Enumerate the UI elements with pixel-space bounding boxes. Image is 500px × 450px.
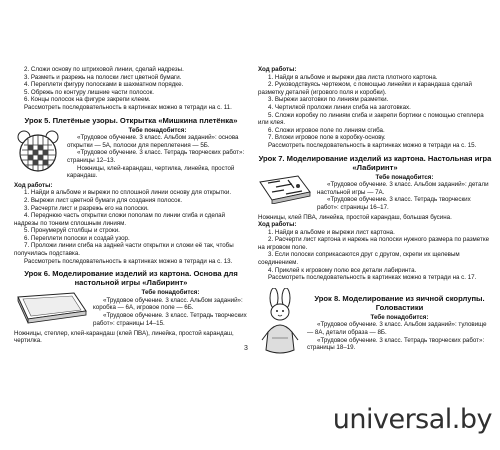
lesson-7-step-2: 2. Расчерти лист картона и нарежь на полоски нужного размера по разметке на игровом поле. <box>258 236 490 251</box>
lesson-6-step-1: 1. Найди в альбоме и вырежи два листа плотного картона. <box>268 73 438 81</box>
lesson-5-need-3: Ножницы, клей-карандаш, чертилка, линейка, простой карандаш. <box>67 164 235 180</box>
lesson-5-step-1: 1. Найди в альбоме и вырежи по сплошной линии основу для открытки. <box>24 189 232 197</box>
lesson-8-block <box>258 288 492 361</box>
lesson-7-step-4: 4. Приклей к игровому полю все детали лабиринта. <box>268 266 417 274</box>
intro-step-3: 3. Разметь и разрежь на полоски лист цветной бумаги. <box>24 73 182 81</box>
lesson-5-note: Рассмотреть последовательность в картинках можно в тетради на с. 13. <box>24 257 233 265</box>
lesson-5-step-5: 5. Пронумеруй столбцы и строки. <box>24 227 120 235</box>
lesson-6-step-6: 6. Сложи игровое поле по линиям сгиба. <box>268 126 385 134</box>
lesson-6-need-1: «Трудовое обучение. 3 класс. Альбом заданий»: коробка — 6А, игровое поле — 6Б. <box>93 296 243 312</box>
lesson-7-need-2: «Трудовое обучение. 3 класс. Тетрадь творческих работ»: страницы 16–17. <box>317 196 471 211</box>
rabbit-figure-illustration <box>258 288 302 361</box>
maze-game-illustration <box>258 174 312 212</box>
intro-note: Рассмотреть последовательность в картинках можно в тетради на с. 11. <box>24 103 232 111</box>
lesson-5-step-7: 7. Проложи линии сгиба на задней части открытки и сложи её так, чтобы получилась подставка. <box>14 242 234 258</box>
lesson-7-need-1: «Трудовое обучение. 3 класс. Альбом заданий»: детали настольной игры — 7А. <box>317 181 489 196</box>
lesson-5-step-3: 3. Расчерти лист и разрежь его на полоски. <box>24 204 149 212</box>
lesson-8-need-2: «Трудовое обучение. 3 класс. Тетрадь творческих работ»: страницы 18–19. <box>307 336 485 352</box>
intro-step-5: 5. Обрежь по контуру лишние части полосок. <box>24 88 155 96</box>
lesson-7-needs <box>258 174 492 212</box>
lesson-5-step-2: 2. Вырежи лист цветной бумаги для создания полосок. <box>24 196 183 204</box>
lesson-6-step-2: 2. Руководствуясь чертежом, с помощью линейки и карандаша сделай разметку деталей (игрового поля и коробки). <box>258 81 472 96</box>
lesson-7-title: Урок 7. Моделирование изделий из картона. Настольная игра «Лабиринт» <box>258 153 492 172</box>
lesson-6-step-4: 4. Чертилкой проложи линии сгиба на заготовках. <box>268 103 411 111</box>
lesson-7-step-3: 3. Если полоски соприкасаются друг с другом, скрепи их щелевым соединением. <box>258 251 460 267</box>
intro-step-2: 2. Сложи основу по штриховой линии, сделай надрезы. <box>24 66 184 73</box>
lesson-8-need-1: «Трудовое обучение. 3 класс. Альбом заданий»: туловище — 8А, детали образа — 8Б. <box>307 321 487 337</box>
bear-card-illustration <box>14 127 62 180</box>
lesson-6-need-title: Тебе понадобится: <box>141 289 200 297</box>
lesson-6-step-7: 7. Вложи игровое поле в коробку-основу. <box>268 134 386 142</box>
lesson-6-step-3: 3. Вырежи заготовки по линиям разметки. <box>268 96 389 104</box>
lesson-5-need-2: «Трудовое обучение. 3 класс. Тетрадь творческих работ»: страницы 12–13. <box>67 149 245 164</box>
lesson-5-title: Урок 5. Плетёные узоры. Открытка «Мишкина плетёнка» <box>24 115 238 125</box>
lesson-5-step-4: 4. Переднюю часть открытки сложи пополам по линии сгиба и сделай надрезы по тонким сплошным линиям. <box>14 212 226 227</box>
lesson-5-step-6: 6. Переплети полоски и создай узор. <box>24 234 130 242</box>
lesson-6-tools: Ножницы, степлер, клей-карандаш (клей ПВА), линейка, простой карандаш, чертилка. <box>14 329 234 345</box>
lesson-7-step-1: 1. Найди в альбоме и вырежи лист картона. <box>268 228 395 236</box>
lesson-6-work-title: Ход работы: <box>258 66 297 73</box>
lesson-8-title: Урок 8. Моделирование из яичной скорлупы. Головастики <box>314 293 485 312</box>
lesson-8-need-title: Тебе понадобится: <box>370 313 429 321</box>
lesson-5-need-1: «Трудовое обучение. 3 класс. Альбом заданий»: основа открытки — 5А, полоски для переплетения — 5Б. <box>67 134 239 149</box>
right-column <box>258 0 492 362</box>
lesson-6-title: Урок 6. Моделирование изделий из картона. Основа для настольной игры «Лабиринт» <box>24 269 238 288</box>
lesson-7-note: Рассмотреть последовательность в картинках можно в тетради на с. 17. <box>268 274 477 282</box>
lesson-6-needs <box>14 289 248 328</box>
intro-step-6: 6. Концы полосок на фигуре закрепи клеем. <box>24 96 151 104</box>
lesson-5-needs <box>14 127 248 180</box>
lesson-5-need-title: Тебе понадобится: <box>128 126 187 134</box>
left-column <box>14 0 248 345</box>
lesson-6-step-5: 5. Сложи коробку по линиям сгиба и закрепи бортики с помощью степлера или клея. <box>258 111 484 127</box>
lesson-7-need-title: Тебе понадобится: <box>375 173 434 181</box>
lesson-7-tools: Ножницы, клей ПВА, линейка, простой карандаш, большая бусина. <box>258 213 452 221</box>
page-number: 3 <box>244 345 248 352</box>
maze-box-illustration <box>14 289 88 328</box>
watermark-text: universal.by <box>332 404 492 435</box>
lesson-5-work-title: Ход работы: <box>14 181 53 189</box>
lesson-7-work-title: Ход работы: <box>258 221 297 229</box>
lesson-6-note: Рассмотреть последовательность в картинках можно в тетради на с. 15. <box>268 141 477 149</box>
lesson-6-need-2: «Трудовое обучение. 3 класс. Тетрадь творческих работ»: страницы 14–15. <box>93 312 247 327</box>
intro-step-4: 4. Переплети фигуру полосками в шахматном порядке. <box>24 81 184 89</box>
